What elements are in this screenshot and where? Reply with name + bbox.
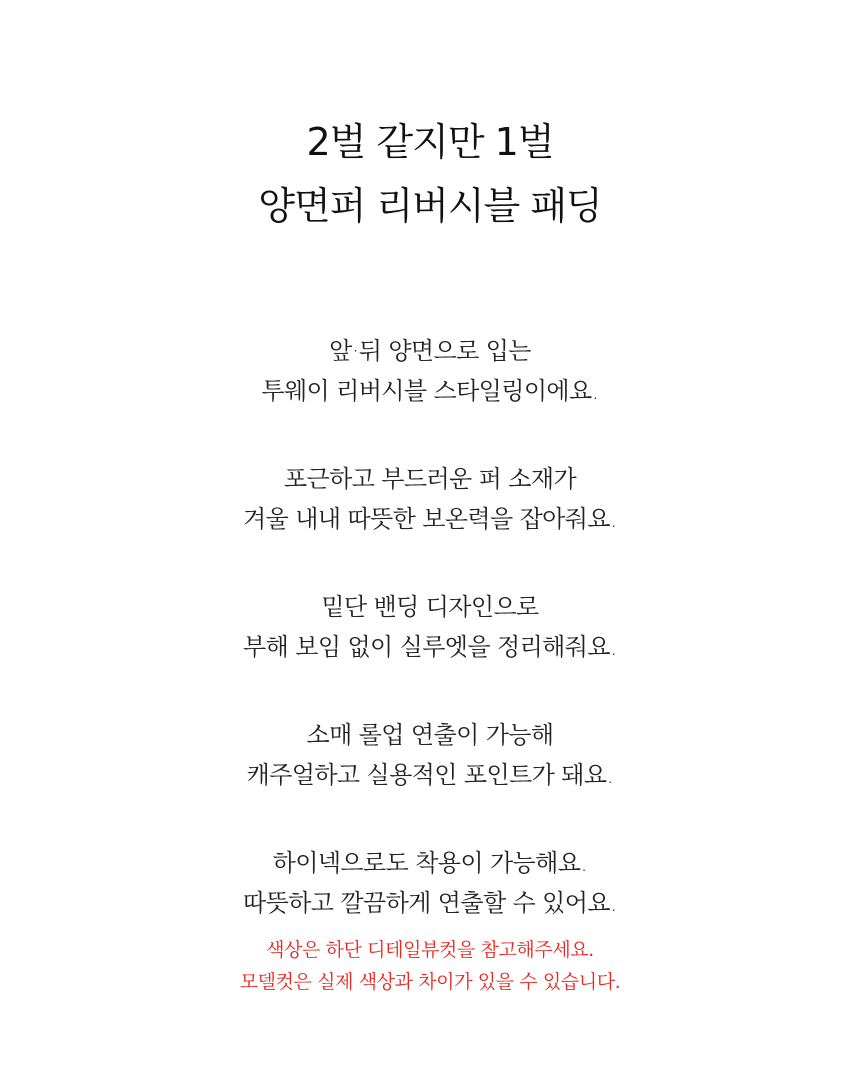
paragraph-fur-material xyxy=(0,459,860,539)
title-line-1: 2벌 같지만 1벌 xyxy=(306,120,554,164)
description-body xyxy=(0,331,860,971)
paragraph-line: 밑단 밴딩 디자인으로 xyxy=(321,593,539,621)
notice-line-1: 색상은 하단 디테일뷰컷을 참고해주세요. xyxy=(266,939,594,961)
paragraph-line: 포근하고 부드러운 퍼 소재가 xyxy=(283,465,577,493)
paragraph-sleeve-rollup xyxy=(0,715,860,795)
paragraph-line: 앞·뒤 양면으로 입는 xyxy=(329,337,531,365)
paragraph-line: 하이넥으로도 착용이 가능해요. xyxy=(272,849,588,877)
notice-line-2: 모델컷은 실제 색상과 차이가 있을 수 있습니다. xyxy=(239,971,621,993)
page-title xyxy=(0,110,860,238)
paragraph-line: 캐주얼하고 실용적인 포인트가 돼요. xyxy=(246,761,614,789)
paragraph-reversible xyxy=(0,331,860,411)
paragraph-high-neck xyxy=(0,843,860,923)
paragraph-line: 따뜻하고 깔끔하게 연출할 수 있어요. xyxy=(243,889,617,917)
paragraph-hem-banding xyxy=(0,587,860,667)
paragraph-line: 부해 보임 없이 실루엣을 정리해줘요. xyxy=(243,633,617,661)
paragraph-line: 투웨이 리버시블 스타일링이에요. xyxy=(261,377,599,405)
paragraph-line: 겨울 내내 따뜻한 보온력을 잡아줘요. xyxy=(243,505,617,533)
color-notice xyxy=(0,934,860,998)
title-line-2: 양면퍼 리버시블 패딩 xyxy=(258,184,602,228)
paragraph-line: 소매 롤업 연출이 가능해 xyxy=(306,721,554,749)
